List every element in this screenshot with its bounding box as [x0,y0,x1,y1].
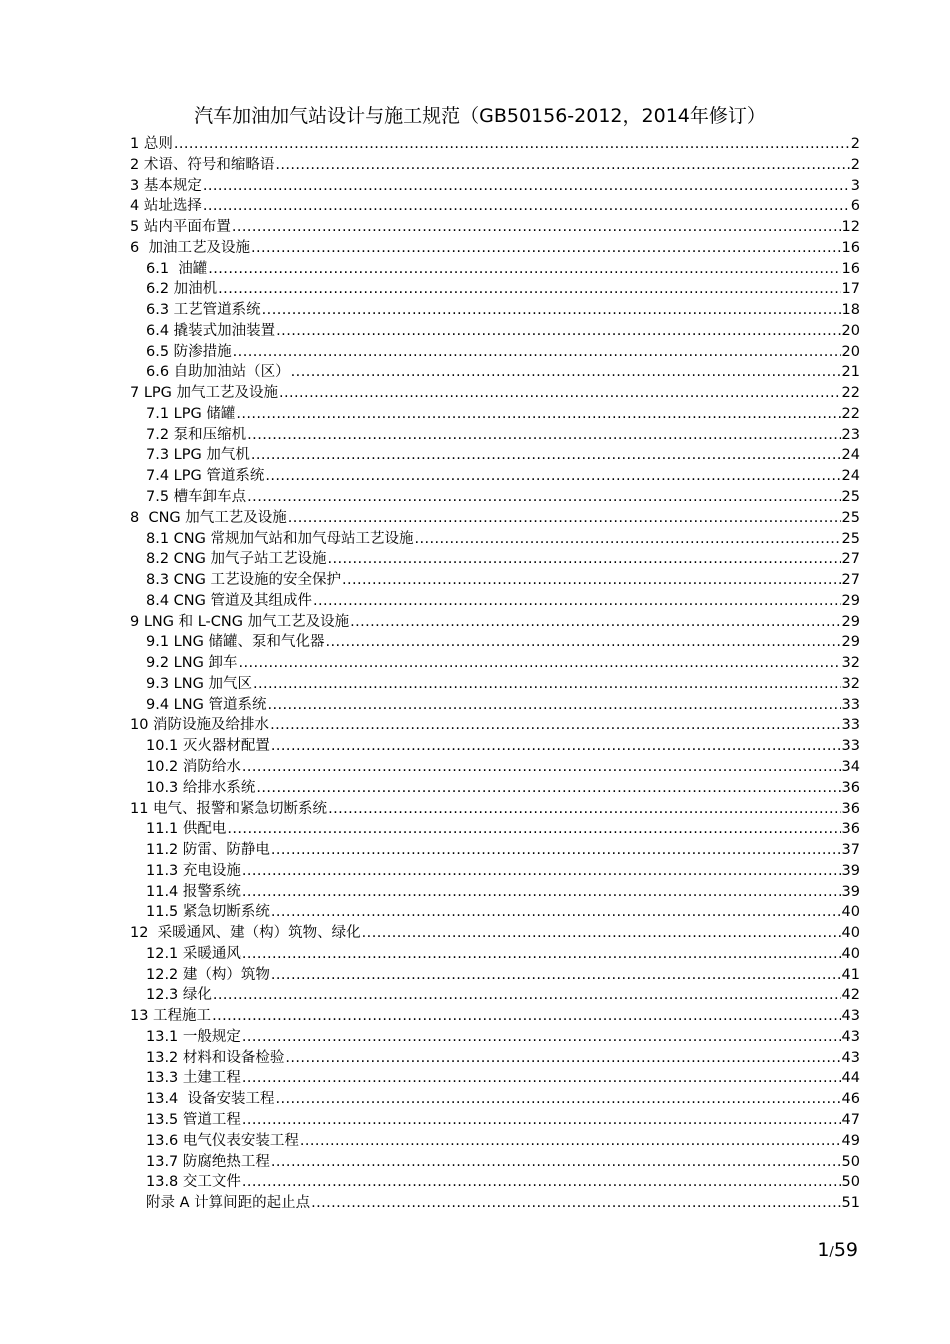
toc-entry-page: 24 [841,447,860,464]
toc-dot-leader [208,259,840,280]
toc-dot-leader [242,1068,841,1089]
toc-entry-page: 49 [841,1132,860,1149]
toc-entry[interactable] [130,591,860,612]
toc-entry-page: 39 [841,883,860,900]
toc-entry-label: 5 站内平面布置 [130,219,231,236]
toc-entry[interactable] [130,695,860,716]
toc-entry-page: 20 [841,343,860,360]
toc-entry-label: 4 站址选择 [130,198,202,215]
toc-entry[interactable] [130,612,860,633]
toc-entry-label: 13.8 交工文件 [146,1174,241,1191]
toc-entry[interactable] [130,882,860,903]
toc-dot-leader [300,1131,841,1152]
toc-dot-leader [270,715,840,736]
toc-dot-leader [242,757,841,778]
toc-entry-page: 41 [841,966,860,983]
toc-dot-leader [271,965,841,986]
toc-dot-leader [242,1110,841,1131]
toc-entry-label: 9 LNG 和 L-CNG 加气工艺及设施 [130,613,350,630]
toc-entry-label: 12.1 采暖通风 [146,945,241,962]
toc-entry-label: 13.1 一般规定 [146,1028,241,1045]
toc-dot-leader [311,1193,840,1214]
toc-dot-leader [227,819,840,840]
toc-entry-label: 11 电气、报警和紧急切断系统 [130,800,328,817]
toc-dot-leader [313,591,841,612]
toc-dot-leader [271,840,841,861]
toc-entry-page: 43 [841,1028,860,1045]
toc-entry-label: 8.4 CNG 管道及其组成件 [146,592,312,609]
page-separator: / [829,1245,834,1260]
toc-dot-leader [212,1006,840,1027]
toc-dot-leader [275,155,849,176]
toc-entry-page: 32 [841,655,860,672]
toc-dot-leader [414,529,840,550]
toc-entry-label: 10 消防设施及给排水 [130,717,270,734]
toc-entry-label: 11.3 充电设施 [146,862,241,879]
toc-dot-leader [342,570,841,591]
toc-dot-leader [288,508,841,529]
toc-entry-label: 10.1 灭火器材配置 [146,738,270,755]
toc-dot-leader [262,300,841,321]
current-page-number: 1 [817,1239,830,1261]
toc-entry-label: 12.2 建（构）筑物 [146,966,270,983]
toc-entry[interactable] [130,985,860,1006]
toc-dot-leader [247,425,840,446]
toc-entry[interactable] [130,674,860,695]
toc-dot-leader [265,466,840,487]
toc-dot-leader [267,695,840,716]
toc-entry-page: 2 [850,156,860,173]
toc-entry-label: 7.4 LPG 管道系统 [146,468,265,485]
toc-entry[interactable] [130,300,860,321]
toc-entry[interactable] [130,653,860,674]
toc-entry[interactable] [130,819,860,840]
toc-entry-label: 2 术语、符号和缩略语 [130,156,275,173]
toc-entry[interactable] [130,487,860,508]
toc-dot-leader [238,653,840,674]
toc-entry-page: 23 [841,426,860,443]
toc-entry-label: 10.3 给排水系统 [146,779,256,796]
toc-entry[interactable] [130,840,860,861]
toc-entry-label: 7.5 槽车卸车点 [146,489,247,506]
toc-entry-label: 8 CNG 加气工艺及设施 [130,509,287,526]
toc-entry-page: 42 [841,987,860,1004]
toc-entry-label: 9.2 LNG 卸车 [146,655,238,672]
page-number [817,1237,858,1266]
toc-dot-leader [242,944,841,965]
toc-entry[interactable] [130,1110,860,1131]
toc-entry[interactable] [130,362,860,383]
toc-entry[interactable] [130,1089,860,1110]
toc-entry[interactable] [130,176,860,197]
toc-entry-page: 40 [841,925,860,942]
toc-dot-leader [256,778,840,799]
toc-entry-label: 11.4 报警系统 [146,883,241,900]
toc-entry-label: 7.2 泵和压缩机 [146,426,247,443]
toc-entry-page: 20 [841,322,860,339]
toc-dot-leader [291,362,841,383]
toc-entry-page: 21 [841,364,860,381]
toc-entry-label: 11.1 供配电 [146,821,227,838]
toc-entry-label: 9.1 LNG 储罐、泵和气化器 [146,634,325,651]
toc-entry[interactable] [130,1006,860,1027]
toc-entry-page: 43 [841,1008,860,1025]
toc-dot-leader [251,445,841,466]
toc-entry-page: 33 [841,696,860,713]
toc-entry[interactable] [130,570,860,591]
toc-dot-leader [362,923,841,944]
toc-entry-page: 22 [841,405,860,422]
toc-entry-page: 36 [841,821,860,838]
toc-entry-page: 25 [841,530,860,547]
toc-entry[interactable] [130,757,860,778]
toc-entry-page: 39 [841,862,860,879]
toc-entry[interactable] [130,508,860,529]
toc-entry[interactable] [130,445,860,466]
toc-entry[interactable] [130,778,860,799]
toc-entry-page: 46 [841,1091,860,1108]
toc-entry-label: 3 基本规定 [130,177,202,194]
toc-entry-page: 3 [850,177,860,194]
toc-entry-page: 32 [841,675,860,692]
toc-entry[interactable] [130,1193,860,1214]
toc-dot-leader [242,882,841,903]
toc-entry[interactable] [130,383,860,404]
toc-entry-page: 34 [841,758,860,775]
toc-entry-page: 40 [841,904,860,921]
toc-dot-leader [276,1089,841,1110]
toc-entry-label: 9.3 LNG 加气区 [146,675,252,692]
toc-entry-page: 33 [841,738,860,755]
toc-dot-leader [325,632,840,653]
toc-entry-label: 6.1 油罐 [146,260,208,277]
toc-entry-page: 43 [841,1049,860,1066]
toc-dot-leader [271,1152,841,1173]
toc-entry-page: 27 [841,572,860,589]
toc-entry[interactable] [130,1027,860,1048]
toc-entry-label: 10.2 消防给水 [146,758,241,775]
toc-entry-page: 44 [841,1070,860,1087]
toc-entry-label: 6.6 自助加油站（区） [146,364,290,381]
toc-dot-leader [350,612,840,633]
toc-entry-page: 16 [841,239,860,256]
toc-entry-label: 8.2 CNG 加气子站工艺设施 [146,551,327,568]
toc-entry[interactable] [130,799,860,820]
toc-entry-label: 7.1 LPG 储罐 [146,405,236,422]
toc-entry-label: 12.3 绿化 [146,987,212,1004]
toc-entry-page: 50 [841,1153,860,1170]
toc-entry[interactable] [130,965,860,986]
toc-dot-leader [232,217,841,238]
toc-entry-page: 37 [841,842,860,859]
toc-dot-leader [242,1172,841,1193]
toc-entry-page: 25 [841,509,860,526]
toc-dot-leader [242,861,841,882]
toc-entry-label: 13 工程施工 [130,1008,212,1025]
toc-entry-label: 13.6 电气仪表安装工程 [146,1132,299,1149]
toc-dot-leader [328,549,841,570]
toc-entry-page: 51 [841,1195,860,1212]
toc-entry[interactable] [130,1152,860,1173]
toc-entry[interactable] [130,425,860,446]
toc-entry[interactable] [130,923,860,944]
toc-entry[interactable] [130,736,860,757]
toc-entry-page: 50 [841,1174,860,1191]
toc-entry[interactable] [130,466,860,487]
toc-entry[interactable] [130,944,860,965]
toc-entry-page: 33 [841,717,860,734]
toc-entry-label: 8.3 CNG 工艺设施的安全保护 [146,572,341,589]
toc-entry-label: 13.7 防腐绝热工程 [146,1153,270,1170]
toc-dot-leader [251,238,841,259]
toc-entry-page: 22 [841,385,860,402]
toc-entry-page: 18 [841,302,860,319]
toc-dot-leader [233,342,841,363]
toc-entry[interactable] [130,217,860,238]
toc-dot-leader [174,134,850,155]
toc-dot-leader [279,383,841,404]
toc-dot-leader [203,196,850,217]
toc-dot-leader [285,1048,840,1069]
toc-entry-page: 17 [841,281,860,298]
document-title: 汽车加油加气站设计与施工规范（GB50156-2012，2014年修订） [194,105,766,127]
toc-entry-page: 36 [841,800,860,817]
toc-entry[interactable] [130,1131,860,1152]
toc-entry-label: 12 采暖通风、建（构）筑物、绿化 [130,925,361,942]
toc-entry[interactable] [130,404,860,425]
toc-entry-label: 13.2 材料和设备检验 [146,1049,285,1066]
toc-dot-leader [242,1027,841,1048]
toc-dot-leader [203,176,850,197]
toc-entry-label: 11.2 防雷、防静电 [146,842,270,859]
table-of-contents [130,134,860,1214]
toc-dot-leader [276,321,840,342]
toc-dot-leader [271,736,841,757]
toc-entry-page: 29 [841,634,860,651]
toc-entry[interactable] [130,238,860,259]
toc-entry[interactable] [130,529,860,550]
toc-entry[interactable] [130,342,860,363]
toc-dot-leader [236,404,840,425]
toc-dot-leader [218,279,840,300]
toc-entry[interactable] [130,155,860,176]
toc-entry-page: 24 [841,468,860,485]
toc-entry-label: 1 总则 [130,136,173,152]
toc-entry-label: 6.5 防渗措施 [146,343,232,360]
toc-dot-leader [213,985,841,1006]
toc-entry[interactable] [130,1048,860,1069]
toc-entry[interactable] [130,549,860,570]
toc-entry[interactable] [130,715,860,736]
toc-entry[interactable] [130,1068,860,1089]
toc-entry-page: 29 [841,613,860,630]
toc-entry[interactable] [130,632,860,653]
toc-entry-page: 6 [850,198,860,215]
toc-entry[interactable] [130,861,860,882]
toc-entry-label: 6.2 加油机 [146,281,218,298]
toc-dot-leader [253,674,841,695]
toc-entry-page: 2 [850,136,860,152]
toc-entry[interactable] [130,279,860,300]
toc-entry[interactable] [130,196,860,217]
toc-entry-label: 11.5 紧急切断系统 [146,904,270,921]
toc-entry-label: 7 LPG 加气工艺及设施 [130,385,279,402]
toc-entry-page: 25 [841,489,860,506]
toc-entry[interactable] [130,902,860,923]
total-pages: 59 [833,1239,858,1261]
toc-entry[interactable] [130,134,860,155]
toc-entry-label: 6.3 工艺管道系统 [146,302,261,319]
toc-dot-leader [271,902,841,923]
toc-entry-label: 6 加油工艺及设施 [130,239,250,256]
toc-entry-label: 13.5 管道工程 [146,1111,241,1128]
toc-dot-leader [328,799,840,820]
toc-entry-label: 13.4 设备安装工程 [146,1091,275,1108]
toc-entry-label: 附录 A 计算间距的起止点 [146,1195,311,1212]
toc-dot-leader [247,487,840,508]
toc-entry-label: 9.4 LNG 管道系统 [146,696,267,713]
toc-entry[interactable] [130,259,860,280]
toc-entry-page: 27 [841,551,860,568]
toc-entry-label: 6.4 撬装式加油装置 [146,322,276,339]
toc-entry-page: 36 [841,779,860,796]
toc-entry-page: 12 [841,219,860,236]
toc-entry-page: 47 [841,1111,860,1128]
toc-entry[interactable] [130,321,860,342]
toc-entry-page: 16 [841,260,860,277]
toc-entry-label: 8.1 CNG 常规加气站和加气母站工艺设施 [146,530,414,547]
toc-entry-page: 29 [841,592,860,609]
toc-entry-label: 13.3 土建工程 [146,1070,241,1087]
toc-entry-page: 40 [841,945,860,962]
toc-entry[interactable] [130,1172,860,1193]
toc-entry-label: 7.3 LPG 加气机 [146,447,250,464]
